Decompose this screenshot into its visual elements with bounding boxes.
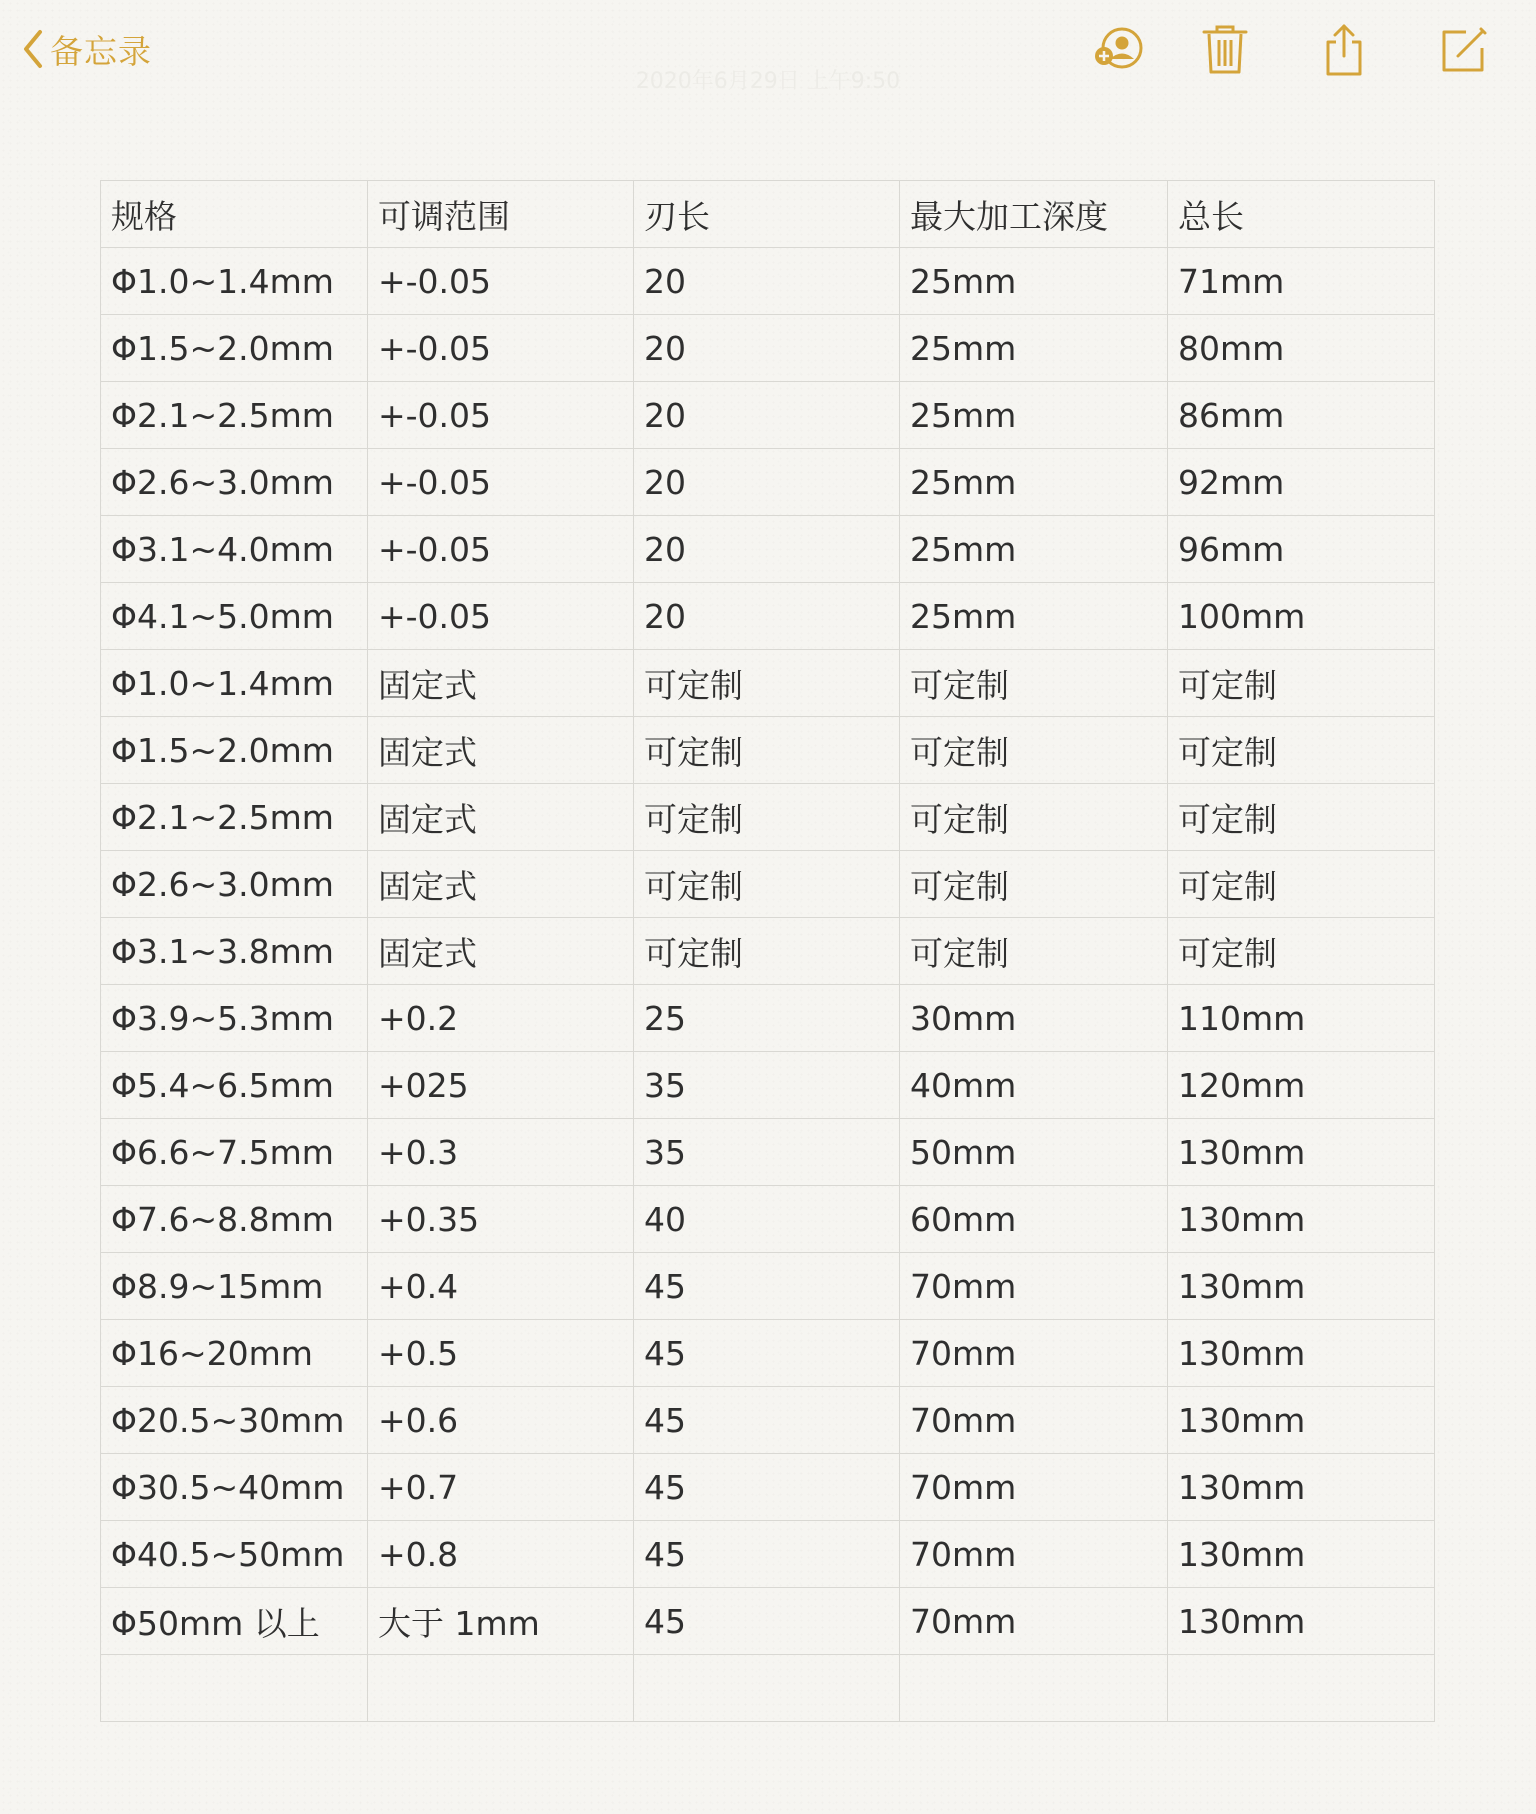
table-cell[interactable]: 可定制	[634, 650, 900, 717]
table-cell[interactable]: Φ1.5~2.0mm	[101, 717, 368, 784]
back-label: 备忘录	[50, 31, 152, 71]
table-cell[interactable]: 可定制	[634, 784, 900, 851]
header-cell[interactable]: 可调范围	[368, 181, 634, 248]
table-cell[interactable]: Φ6.6~7.5mm	[101, 1119, 368, 1186]
table-cell[interactable]: 20	[634, 449, 900, 516]
table-cell[interactable]: 70mm	[900, 1253, 1168, 1320]
table-cell[interactable]: 50mm	[900, 1119, 1168, 1186]
table-cell[interactable]: +0.2	[368, 985, 634, 1052]
table-cell[interactable]: Φ30.5~40mm	[101, 1454, 368, 1521]
table-cell[interactable]: +0.8	[368, 1521, 634, 1588]
chevron-left-icon	[22, 29, 44, 69]
spec-table[interactable]	[100, 180, 1435, 1722]
table-cell[interactable]: 70mm	[900, 1320, 1168, 1387]
table-cell[interactable]: 130mm	[1168, 1387, 1435, 1454]
table-cell[interactable]: 可定制	[1168, 650, 1435, 717]
table-cell[interactable]: Φ4.1~5.0mm	[101, 583, 368, 650]
table-cell[interactable]: 35	[634, 1052, 900, 1119]
table-cell[interactable]: Φ2.6~3.0mm	[101, 851, 368, 918]
table-cell[interactable]: Φ50mm 以上	[101, 1588, 368, 1655]
table-row	[101, 1588, 1435, 1655]
table-cell[interactable]: +-0.05	[368, 382, 634, 449]
table-cell[interactable]: 60mm	[900, 1186, 1168, 1253]
table-row	[101, 1052, 1435, 1119]
table-cell[interactable]: 25mm	[900, 449, 1168, 516]
header-cell[interactable]: 规格	[101, 181, 368, 248]
table-row	[101, 1186, 1435, 1253]
table-cell[interactable]: 130mm	[1168, 1186, 1435, 1253]
table-cell[interactable]: 45	[634, 1454, 900, 1521]
table-cell[interactable]: 固定式	[368, 717, 634, 784]
table-cell[interactable]: Φ2.1~2.5mm	[101, 784, 368, 851]
table-cell[interactable]: Φ1.0~1.4mm	[101, 650, 368, 717]
table-cell[interactable]: 100mm	[1168, 583, 1435, 650]
table-cell[interactable]: 可定制	[900, 918, 1168, 985]
table-cell[interactable]: 40mm	[900, 1052, 1168, 1119]
table-cell[interactable]: Φ40.5~50mm	[101, 1521, 368, 1588]
table-cell[interactable]: +0.4	[368, 1253, 634, 1320]
table-cell[interactable]: 92mm	[1168, 449, 1435, 516]
table-cell[interactable]: 70mm	[900, 1588, 1168, 1655]
table-cell[interactable]: +0.7	[368, 1454, 634, 1521]
table-cell[interactable]: Φ3.1~3.8mm	[101, 918, 368, 985]
header-cell[interactable]: 最大加工深度	[900, 181, 1168, 248]
table-cell[interactable]: 40	[634, 1186, 900, 1253]
table-cell[interactable]: 固定式	[368, 784, 634, 851]
table-cell[interactable]: 71mm	[1168, 248, 1435, 315]
note-date: 2020年6月29日 上午9:50	[635, 69, 901, 94]
table-cell[interactable]: Φ3.9~5.3mm	[101, 985, 368, 1052]
table-cell[interactable]: 20	[634, 516, 900, 583]
header-cell[interactable]: 总长	[1168, 181, 1435, 248]
table-cell[interactable]: +0.5	[368, 1320, 634, 1387]
table-cell[interactable]: 80mm	[1168, 315, 1435, 382]
table-cell[interactable]: 25mm	[900, 315, 1168, 382]
table-cell[interactable]: 可定制	[1168, 717, 1435, 784]
table-cell[interactable]: 130mm	[1168, 1588, 1435, 1655]
table-cell[interactable]: 固定式	[368, 851, 634, 918]
table-cell[interactable]: 45	[634, 1387, 900, 1454]
table-cell[interactable]: 86mm	[1168, 382, 1435, 449]
table-cell[interactable]: 25mm	[900, 516, 1168, 583]
table-cell[interactable]: 可定制	[634, 918, 900, 985]
table-row	[101, 985, 1435, 1052]
table-cell[interactable]: 45	[634, 1320, 900, 1387]
table-cell[interactable]: Φ16~20mm	[101, 1320, 368, 1387]
table-cell[interactable]: 可定制	[900, 717, 1168, 784]
table-cell[interactable]	[1168, 1655, 1435, 1722]
table-cell[interactable]: 25	[634, 985, 900, 1052]
table-row	[101, 1387, 1435, 1454]
table-cell[interactable]: 大于 1mm	[368, 1588, 634, 1655]
table-cell[interactable]: 110mm	[1168, 985, 1435, 1052]
table-cell[interactable]: 可定制	[900, 650, 1168, 717]
table-cell[interactable]: 130mm	[1168, 1119, 1435, 1186]
table-row	[101, 516, 1435, 583]
table-cell[interactable]: Φ2.1~2.5mm	[101, 382, 368, 449]
table-row	[101, 1119, 1435, 1186]
table-row	[101, 851, 1435, 918]
table-cell[interactable]: 45	[634, 1253, 900, 1320]
table-cell[interactable]: +0.3	[368, 1119, 634, 1186]
table-cell[interactable]	[101, 1655, 368, 1722]
table-cell[interactable]: 45	[634, 1521, 900, 1588]
table-row	[101, 315, 1435, 382]
table-cell[interactable]: +025	[368, 1052, 634, 1119]
table-cell[interactable]: 96mm	[1168, 516, 1435, 583]
table-cell[interactable]: Φ1.5~2.0mm	[101, 315, 368, 382]
table-cell[interactable]: 25mm	[900, 583, 1168, 650]
header-cell[interactable]: 刃长	[634, 181, 900, 248]
table-cell[interactable]: 25mm	[900, 382, 1168, 449]
table-cell[interactable]: 固定式	[368, 650, 634, 717]
table-cell[interactable]: +-0.05	[368, 583, 634, 650]
table-cell[interactable]	[634, 1655, 900, 1722]
table-cell[interactable]: Φ3.1~4.0mm	[101, 516, 368, 583]
table-row	[101, 583, 1435, 650]
table-row	[101, 248, 1435, 315]
table-row	[101, 382, 1435, 449]
table-row	[101, 1655, 1435, 1722]
table-cell[interactable]: 可定制	[1168, 918, 1435, 985]
table-cell[interactable]: Φ7.6~8.8mm	[101, 1186, 368, 1253]
table-cell[interactable]: 35	[634, 1119, 900, 1186]
table-cell[interactable]	[368, 1655, 634, 1722]
table-row	[101, 784, 1435, 851]
table-cell[interactable]: 可定制	[1168, 851, 1435, 918]
table-cell[interactable]: 20	[634, 583, 900, 650]
table-cell[interactable]: +0.6	[368, 1387, 634, 1454]
table-cell[interactable]: +0.35	[368, 1186, 634, 1253]
table-cell[interactable]: 120mm	[1168, 1052, 1435, 1119]
table-cell[interactable]: Φ1.0~1.4mm	[101, 248, 368, 315]
table-cell[interactable]: 可定制	[1168, 784, 1435, 851]
table-cell[interactable]: 可定制	[634, 851, 900, 918]
table-cell[interactable]: Φ5.4~6.5mm	[101, 1052, 368, 1119]
table-cell[interactable]: 130mm	[1168, 1253, 1435, 1320]
table-cell[interactable]: 可定制	[634, 717, 900, 784]
table-cell[interactable]: 20	[634, 315, 900, 382]
table-cell[interactable]: Φ8.9~15mm	[101, 1253, 368, 1320]
table-cell[interactable]: 130mm	[1168, 1454, 1435, 1521]
table-cell[interactable]: 70mm	[900, 1521, 1168, 1588]
table-row	[101, 650, 1435, 717]
table-row	[101, 918, 1435, 985]
table-cell[interactable]: 20	[634, 248, 900, 315]
table-cell[interactable]: 30mm	[900, 985, 1168, 1052]
table-cell[interactable]: +-0.05	[368, 248, 634, 315]
table-row	[101, 717, 1435, 784]
table-row	[101, 1521, 1435, 1588]
table-header-row	[101, 181, 1435, 248]
table-cell[interactable]: 可定制	[900, 851, 1168, 918]
table-row	[101, 1320, 1435, 1387]
table-cell[interactable]: Φ2.6~3.0mm	[101, 449, 368, 516]
table-cell[interactable]: 45	[634, 1588, 900, 1655]
table-row	[101, 449, 1435, 516]
table-cell[interactable]: +-0.05	[368, 449, 634, 516]
table-cell[interactable]: 固定式	[368, 918, 634, 985]
table-row	[101, 1253, 1435, 1320]
table-cell[interactable]: 70mm	[900, 1387, 1168, 1454]
table-cell[interactable]: 可定制	[900, 784, 1168, 851]
table-cell[interactable]: 20	[634, 382, 900, 449]
table-row	[101, 1454, 1435, 1521]
table-cell[interactable]: 130mm	[1168, 1320, 1435, 1387]
table-cell[interactable]: +-0.05	[368, 516, 634, 583]
table-cell[interactable]: 130mm	[1168, 1521, 1435, 1588]
table-cell[interactable]	[900, 1655, 1168, 1722]
table-cell[interactable]: +-0.05	[368, 315, 634, 382]
table-cell[interactable]: 70mm	[900, 1454, 1168, 1521]
table-cell[interactable]: 25mm	[900, 248, 1168, 315]
table-cell[interactable]: Φ20.5~30mm	[101, 1387, 368, 1454]
